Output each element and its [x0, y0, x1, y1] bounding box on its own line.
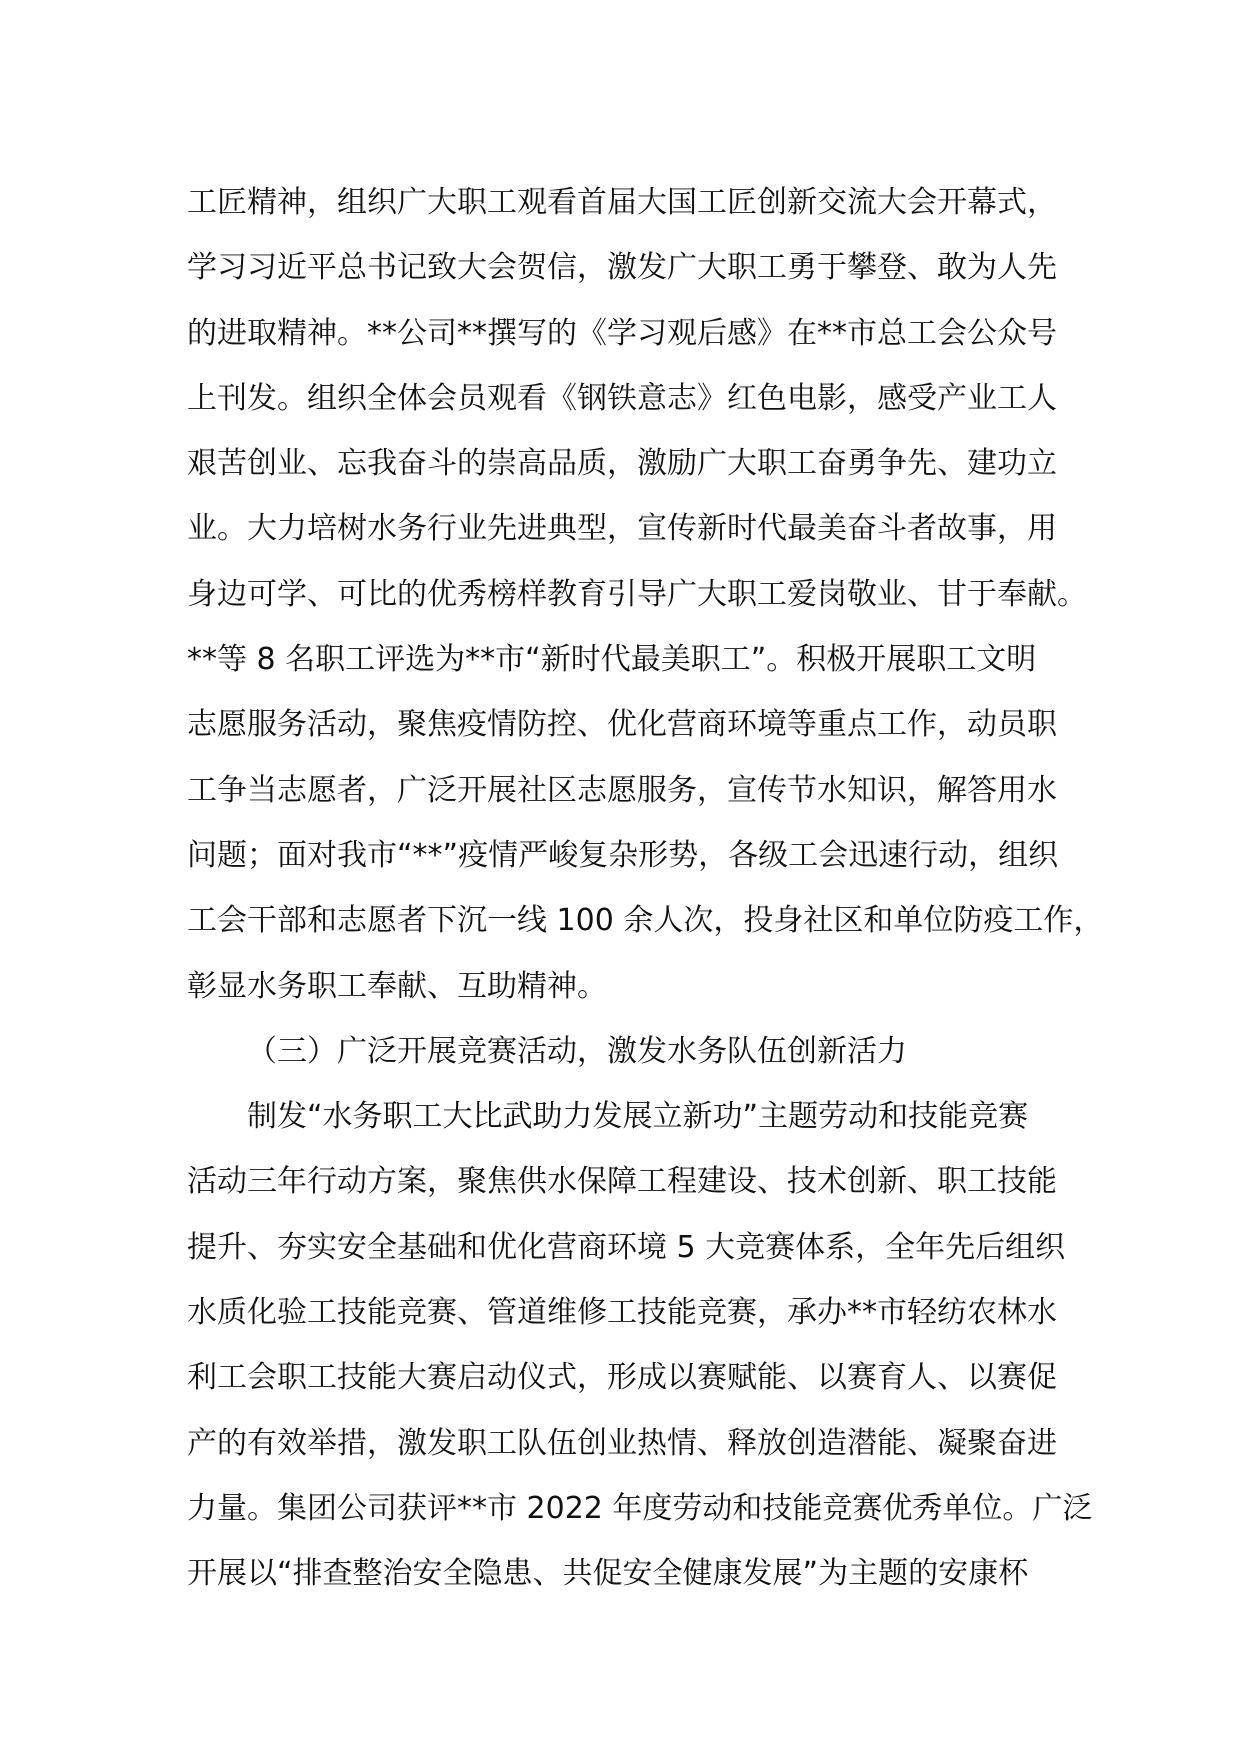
- text-line: 利工会职工技能大赛启动仪式，形成以赛赋能、以赛育人、以赛促: [187, 1360, 1057, 1396]
- body-text: [187, 170, 1104, 1607]
- text-line: 的进取精神。**公司**撰写的《学习观后感》在**市总工会公众号: [187, 315, 1057, 351]
- text-line: 力量。集团公司获评**市 2022 年度劳动和技能竞赛优秀单位。广泛: [187, 1490, 1093, 1526]
- section-heading: （三）广泛开展竞赛活动，激发水务队伍创新活力: [247, 1033, 907, 1069]
- text-line: 工争当志愿者，广泛开展社区志愿服务，宣传节水知识，解答用水: [187, 772, 1057, 808]
- text-line: 志愿服务活动，聚焦疫情防控、优化营商环境等重点工作，动员职: [187, 707, 1057, 743]
- paragraph-first-line: 制发“水务职工大比武助力发展立新功”主题劳动和技能竞赛: [247, 1099, 1029, 1135]
- text-line: 上刊发。组织全体会员观看《钢铁意志》红色电影，感受产业工人: [187, 380, 1057, 416]
- text-line: 活动三年行动方案，聚焦供水保障工程建设、技术创新、职工技能: [187, 1164, 1057, 1200]
- text-line: 工匠精神，组织广大职工观看首届大国工匠创新交流大会开幕式，: [187, 185, 1057, 220]
- text-line: 业。大力培树水务行业先进典型，宣传新时代最美奋斗者故事，用: [187, 511, 1057, 547]
- text-line: 提升、夯实安全基础和优化营商环境 5 大竞赛体系，全年先后组织: [187, 1229, 1066, 1265]
- text-line: 问题；面对我市“**”疫情严峻复杂形势，各级工会迅速行动，组织: [187, 837, 1059, 873]
- text-line: 身边可学、可比的优秀榜样教育引导广大职工爱岗敬业、甘于奉献。: [187, 576, 1087, 612]
- text-line: 开展以“排查整治安全隐患、共促安全健康发展”为主题的安康杯: [187, 1556, 1029, 1592]
- text-line: 水质化验工技能竞赛、管道维修工技能竞赛，承办**市轻纺农林水: [187, 1295, 1057, 1331]
- text-line: **等 8 名职工评选为**市“新时代最美职工”。积极开展职工文明: [187, 642, 1037, 678]
- text-line: 艰苦创业、忘我奋斗的崇高品质，激励广大职工奋勇争先、建功立: [187, 446, 1057, 482]
- text-line: 产的有效举措，激发职工队伍创业热情、释放创造潜能、凝聚奋进: [187, 1425, 1057, 1461]
- text-line: 彰显水务职工奉献、互助精神。: [187, 968, 607, 1004]
- text-line: 工会干部和志愿者下沉一线 100 余人次，投身社区和单位防疫工作，: [187, 903, 1104, 939]
- text-line: 学习习近平总书记致大会贺信，激发广大职工勇于攀登、敢为人先: [187, 250, 1057, 286]
